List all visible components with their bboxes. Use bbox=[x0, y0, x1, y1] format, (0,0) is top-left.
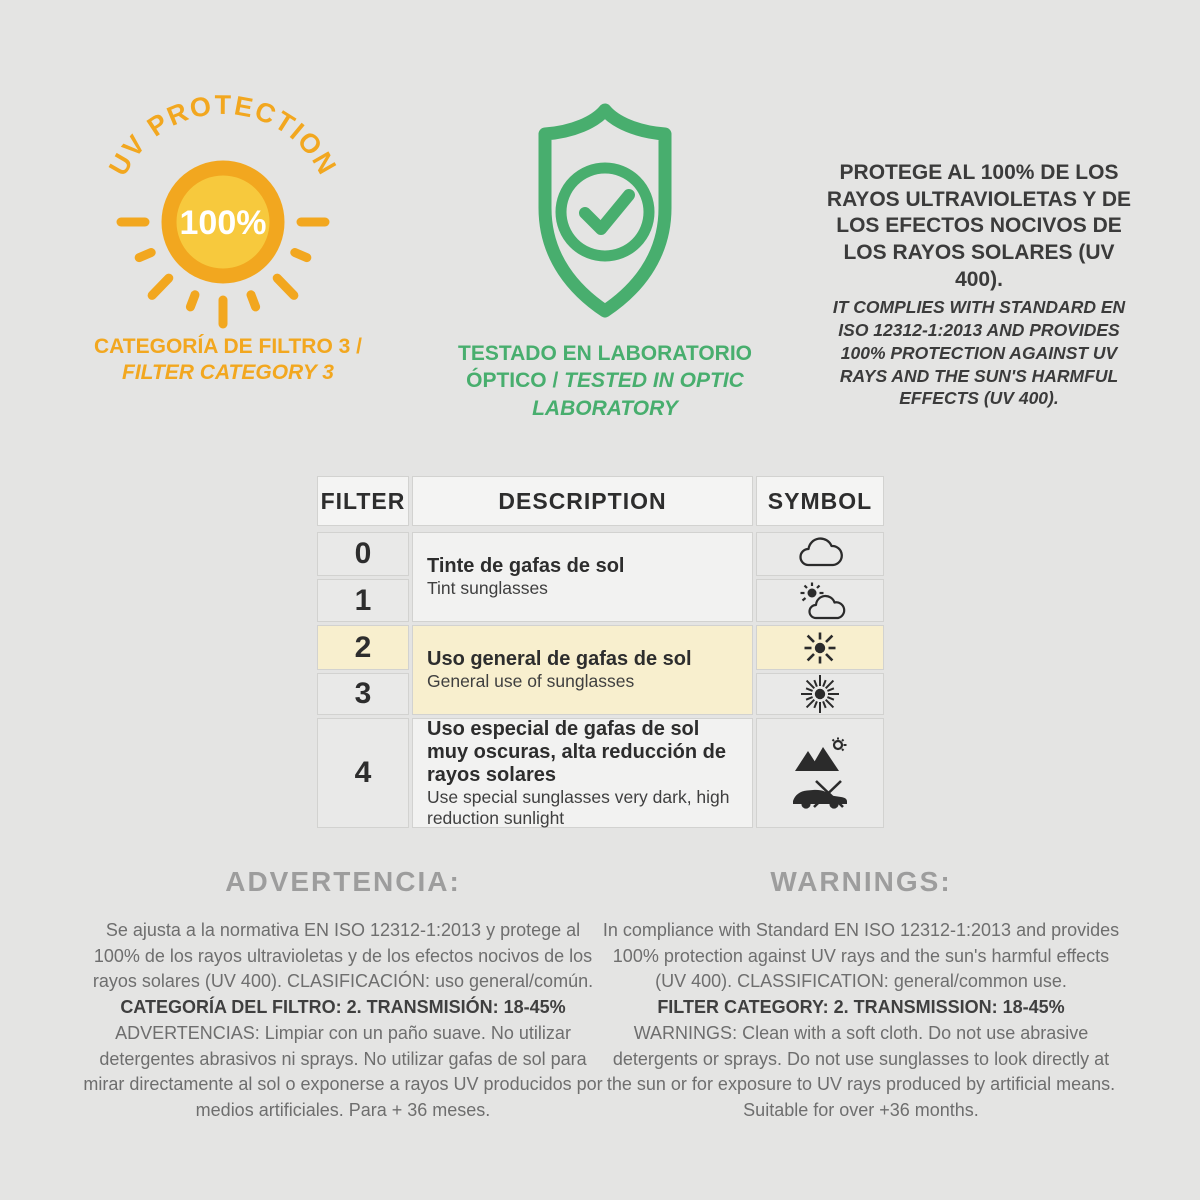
lab-caption-es: TESTADO EN LABORATORIO ÓPTICO / bbox=[458, 342, 752, 393]
sun-icon bbox=[798, 626, 842, 670]
description-es: Uso especial de gafas de sol muy oscuras, alta reducción de rayos solares bbox=[427, 718, 726, 787]
description-en: Use special sunglasses very dark, high reduction sunlight bbox=[427, 787, 730, 828]
symbol-cell-3 bbox=[756, 673, 884, 715]
warnings-paragraph-1: In compliance with Standard EN ISO 12312-1:2013 and provides 100% protection against UV rays and the sun's harmful effects (UV 400). CLASSIFICATION: general/common use. bbox=[602, 920, 1120, 992]
description-cell-4 bbox=[412, 718, 753, 828]
filter-category-caption bbox=[60, 334, 396, 387]
description-es: Tinte de gafas de sol bbox=[427, 555, 625, 578]
description-es: Uso general de gafas de sol bbox=[427, 648, 692, 671]
uv-sun-icon bbox=[58, 62, 388, 352]
warnings-heading: WARNINGS: bbox=[770, 866, 952, 897]
filter-table-header bbox=[317, 476, 885, 526]
symbol-cell-0 bbox=[756, 532, 884, 576]
warnings-filter-category-line: FILTER CATEGORY: 2. TRANSMISSION: 18-45% bbox=[657, 997, 1065, 1018]
sun-behind-cloud-icon bbox=[794, 580, 846, 622]
protection-statement-es: PROTEGE AL 100% DE LOS RAYOS ULTRAVIOLETAS Y DE LOS EFECTOS NOCIVOS DE LOS RAYOS SOLARES (UV 400). bbox=[826, 161, 1132, 291]
uv-arc-text: UV PROTECTION bbox=[103, 89, 343, 181]
filter-category-caption-es: CATEGORÍA DE FILTRO 3 / bbox=[94, 335, 362, 358]
cloud-icon bbox=[796, 537, 844, 571]
header-filter: FILTER bbox=[317, 476, 409, 526]
lab-tested-badge bbox=[514, 100, 696, 329]
filter-table-body bbox=[317, 532, 885, 828]
description-en: General use of sunglasses bbox=[427, 671, 635, 692]
warnings-section bbox=[600, 866, 1122, 1124]
symbol-cell-2 bbox=[756, 625, 884, 670]
description-en: Tint sunglasses bbox=[427, 578, 548, 599]
symbol-cell-1 bbox=[756, 579, 884, 622]
filter-table bbox=[317, 476, 885, 828]
symbol-cell-4 bbox=[756, 718, 884, 828]
filter-cell-4: 4 bbox=[317, 718, 409, 828]
header-description: DESCRIPTION bbox=[412, 476, 753, 526]
lab-tested-caption bbox=[452, 340, 758, 422]
lab-caption-en: TESTED IN OPTIC LABORATORY bbox=[532, 369, 744, 420]
advertencia-heading: ADVERTENCIA: bbox=[225, 866, 461, 897]
filter-cell-3: 3 bbox=[317, 673, 409, 715]
shield-check-icon bbox=[514, 100, 696, 324]
header-symbol: SYMBOL bbox=[756, 476, 884, 526]
filter-cell-1: 1 bbox=[317, 579, 409, 622]
advertencia-section bbox=[82, 866, 604, 1124]
advertencia-filter-category-line: CATEGORÍA DEL FILTRO: 2. TRANSMISIÓN: 18-45% bbox=[120, 997, 566, 1018]
bright-sun-icon bbox=[797, 671, 843, 717]
warnings-paragraph-2: WARNINGS: Clean with a soft cloth. Do not use abrasive detergents or sprays. Do not use sunglasses to look directly at the sun or for exposure to UV rays produced by artificial means. Suitable for over +36 months. bbox=[606, 1022, 1116, 1121]
advertencia-paragraph-2: ADVERTENCIAS: Limpiar con un paño suave. No utilizar detergentes abrasivos ni sprays. No utilizar gafas de sol para mirar directamente al sol o exponerse a rayos UV producidos por medios artificiales. Para + 36 meses. bbox=[83, 1022, 603, 1121]
description-cell-0-1 bbox=[412, 532, 753, 622]
uv-protection-badge bbox=[58, 62, 388, 357]
filter-cell-0: 0 bbox=[317, 532, 409, 576]
uv-percent-label: 100% bbox=[179, 204, 267, 242]
protection-statement bbox=[824, 160, 1134, 410]
filter-category-caption-en: FILTER CATEGORY 3 bbox=[122, 361, 334, 385]
car-not-allowed-icon bbox=[789, 778, 851, 810]
filter-cell-2: 2 bbox=[317, 625, 409, 670]
advertencia-paragraph-1: Se ajusta a la normativa EN ISO 12312-1:2013 y protege al 100% de los rayos ultravioletas y de los efectos nocivos de los rayos solares (UV 400). CLASIFICACIÓN: uso general/común. bbox=[92, 920, 594, 992]
mountains-sun-icon bbox=[793, 737, 847, 773]
description-cell-2-3 bbox=[412, 625, 753, 715]
protection-statement-en: IT COMPLIES WITH STANDARD EN ISO 12312-1:2013 AND PROVIDES 100% PROTECTION AGAINST UV RAYS AND THE SUN'S HARMFUL EFFECTS (UV 400). bbox=[832, 297, 1126, 409]
